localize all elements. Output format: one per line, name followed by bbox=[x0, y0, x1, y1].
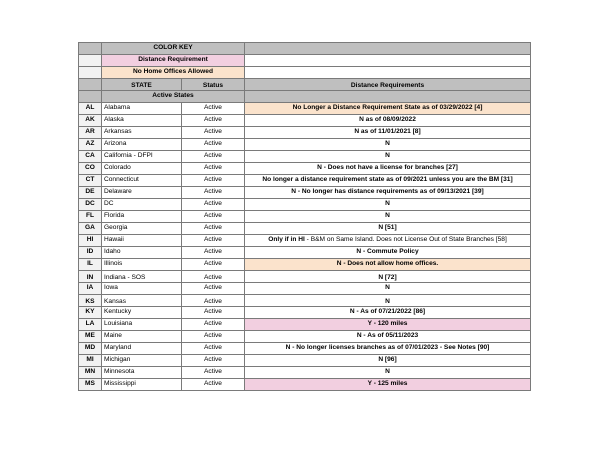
state-abbr: GA bbox=[79, 223, 102, 235]
corner-cell bbox=[79, 43, 102, 55]
state-abbr: IL bbox=[79, 259, 102, 271]
state-row bbox=[79, 343, 531, 355]
color-key-no-home-offices: No Home Offices Allowed bbox=[102, 67, 245, 79]
distance-requirement: N bbox=[245, 151, 531, 163]
requirement-detail-part: - B&M on Same Island. Does not License Out of State Branches [58] bbox=[304, 236, 507, 244]
state-name: Delaware bbox=[102, 187, 182, 199]
state-row bbox=[79, 223, 531, 235]
state-status: Active bbox=[182, 163, 245, 175]
state-status: Active bbox=[182, 103, 245, 115]
state-status: Active bbox=[182, 259, 245, 271]
color-key-row bbox=[79, 67, 531, 79]
state-status: Active bbox=[182, 151, 245, 163]
state-name: Connecticut bbox=[102, 175, 182, 187]
state-name: Alabama bbox=[102, 103, 182, 115]
state-name: Florida bbox=[102, 211, 182, 223]
distance-requirement: N [72] bbox=[245, 271, 531, 283]
state-name: Louisiana bbox=[102, 319, 182, 331]
distance-requirement: N - Does not allow home offices. bbox=[245, 259, 531, 271]
state-status: Active bbox=[182, 247, 245, 259]
state-abbr: MN bbox=[79, 367, 102, 379]
state-row bbox=[79, 331, 531, 343]
state-name: Hawaii bbox=[102, 235, 182, 247]
key-empty-cell bbox=[245, 55, 531, 67]
state-abbr: MD bbox=[79, 343, 102, 355]
state-abbr: MS bbox=[79, 379, 102, 391]
distance-requirement: N as of 11/01/2021 [8] bbox=[245, 127, 531, 139]
color-key-title-row bbox=[79, 43, 531, 55]
state-row bbox=[79, 127, 531, 139]
state-status: Active bbox=[182, 139, 245, 151]
state-row bbox=[79, 283, 531, 295]
state-abbr: DC bbox=[79, 199, 102, 211]
state-row bbox=[79, 367, 531, 379]
color-key-distance-requirement: Distance Requirement bbox=[102, 55, 245, 67]
distance-requirement: Y - 120 miles bbox=[245, 319, 531, 331]
state-abbr: CT bbox=[79, 175, 102, 187]
state-status: Active bbox=[182, 355, 245, 367]
distance-requirement: N bbox=[245, 295, 531, 307]
state-abbr: MI bbox=[79, 355, 102, 367]
color-key-title: COLOR KEY bbox=[102, 43, 245, 55]
state-abbr: IN bbox=[79, 271, 102, 283]
distance-requirement: N bbox=[245, 211, 531, 223]
state-row bbox=[79, 151, 531, 163]
state-status: Active bbox=[182, 343, 245, 355]
state-name: Colorado bbox=[102, 163, 182, 175]
state-name: Illinois bbox=[102, 259, 182, 271]
state-name: Michigan bbox=[102, 355, 182, 367]
key-blank-cell bbox=[79, 55, 102, 67]
distance-requirement: N - No longer licenses branches as of 07/01/2023 - See Notes [90] bbox=[245, 343, 531, 355]
state-abbr: AK bbox=[79, 115, 102, 127]
state-abbr: CO bbox=[79, 163, 102, 175]
distance-requirement: N [51] bbox=[245, 223, 531, 235]
state-status: Active bbox=[182, 127, 245, 139]
color-key-row bbox=[79, 55, 531, 67]
state-name: Indiana - SOS bbox=[102, 271, 182, 283]
state-status: Active bbox=[182, 295, 245, 307]
section-row bbox=[79, 91, 531, 103]
state-row bbox=[79, 259, 531, 271]
state-name: Arkansas bbox=[102, 127, 182, 139]
distance-requirement: N as of 08/09/2022 bbox=[245, 115, 531, 127]
state-row bbox=[79, 379, 531, 391]
state-abbr: IA bbox=[79, 283, 102, 295]
key-empty-cell bbox=[245, 67, 531, 79]
distance-requirement: Y - 125 miles bbox=[245, 379, 531, 391]
state-row bbox=[79, 235, 531, 247]
state-name: Maryland bbox=[102, 343, 182, 355]
requirements-column-header: Distance Requirements bbox=[245, 79, 531, 91]
state-row bbox=[79, 271, 531, 283]
state-name: Minnesota bbox=[102, 367, 182, 379]
distance-requirement: N bbox=[245, 139, 531, 151]
state-name: Kentucky bbox=[102, 307, 182, 319]
state-status: Active bbox=[182, 199, 245, 211]
state-abbr: KS bbox=[79, 295, 102, 307]
state-status: Active bbox=[182, 187, 245, 199]
state-status: Active bbox=[182, 211, 245, 223]
abbr-header bbox=[79, 79, 102, 91]
column-header-row bbox=[79, 79, 531, 91]
state-abbr: ME bbox=[79, 331, 102, 343]
state-abbr: DE bbox=[79, 187, 102, 199]
state-abbr: LA bbox=[79, 319, 102, 331]
section-title: Active States bbox=[102, 91, 245, 103]
state-row bbox=[79, 187, 531, 199]
state-status: Active bbox=[182, 115, 245, 127]
status-column-header: Status bbox=[182, 79, 245, 91]
state-row bbox=[79, 211, 531, 223]
distance-requirement: N - Commute Policy bbox=[245, 247, 531, 259]
state-abbr: AZ bbox=[79, 139, 102, 151]
state-row bbox=[79, 355, 531, 367]
distance-requirement: N [96] bbox=[245, 355, 531, 367]
distance-requirement: N bbox=[245, 199, 531, 211]
key-blank-cell bbox=[79, 67, 102, 79]
state-row bbox=[79, 319, 531, 331]
distance-requirement: N bbox=[245, 283, 531, 295]
distance-requirement bbox=[245, 235, 531, 247]
state-status: Active bbox=[182, 283, 245, 295]
state-name: Iowa bbox=[102, 283, 182, 295]
state-name: Arizona bbox=[102, 139, 182, 151]
state-name: DC bbox=[102, 199, 182, 211]
state-abbr: AL bbox=[79, 103, 102, 115]
state-column-header: STATE bbox=[102, 79, 182, 91]
distance-requirement: N bbox=[245, 367, 531, 379]
state-row bbox=[79, 247, 531, 259]
section-spacer-cell bbox=[245, 91, 531, 103]
state-abbr: KY bbox=[79, 307, 102, 319]
state-status: Active bbox=[182, 367, 245, 379]
state-name: Georgia bbox=[102, 223, 182, 235]
state-name: Alaska bbox=[102, 115, 182, 127]
distance-requirement: N - Does not have a license for branches [27] bbox=[245, 163, 531, 175]
state-row bbox=[79, 115, 531, 127]
state-name: Idaho bbox=[102, 247, 182, 259]
state-abbr: ID bbox=[79, 247, 102, 259]
state-status: Active bbox=[182, 235, 245, 247]
state-status: Active bbox=[182, 331, 245, 343]
state-row bbox=[79, 139, 531, 151]
distance-requirement: No longer a distance requirement state as of 09/2021 unless you are the BM [31] bbox=[245, 175, 531, 187]
state-row bbox=[79, 199, 531, 211]
state-abbr: AR bbox=[79, 127, 102, 139]
state-abbr: FL bbox=[79, 211, 102, 223]
state-status: Active bbox=[182, 175, 245, 187]
section-abbr-cell bbox=[79, 91, 102, 103]
distance-requirement: N - As of 07/21/2022 [86] bbox=[245, 307, 531, 319]
state-status: Active bbox=[182, 307, 245, 319]
state-abbr: CA bbox=[79, 151, 102, 163]
state-name: California - DFPI bbox=[102, 151, 182, 163]
state-row bbox=[79, 175, 531, 187]
state-row bbox=[79, 307, 531, 319]
state-row bbox=[79, 103, 531, 115]
state-status: Active bbox=[182, 223, 245, 235]
key-spacer-cell bbox=[245, 43, 531, 55]
state-requirements-table bbox=[78, 42, 531, 391]
state-name: Maine bbox=[102, 331, 182, 343]
state-row bbox=[79, 163, 531, 175]
distance-requirement: N - No longer has distance requirements as of 09/13/2021 [39] bbox=[245, 187, 531, 199]
state-name: Mississippi bbox=[102, 379, 182, 391]
state-status: Active bbox=[182, 271, 245, 283]
state-status: Active bbox=[182, 319, 245, 331]
distance-requirement: N - As of 05/11/2023 bbox=[245, 331, 531, 343]
state-abbr: HI bbox=[79, 235, 102, 247]
state-name: Kansas bbox=[102, 295, 182, 307]
distance-requirement: No Longer a Distance Requirement State as of 03/29/2022 [4] bbox=[245, 103, 531, 115]
state-status: Active bbox=[182, 379, 245, 391]
requirement-bold-part: Only if in HI bbox=[268, 236, 305, 244]
state-row bbox=[79, 295, 531, 307]
